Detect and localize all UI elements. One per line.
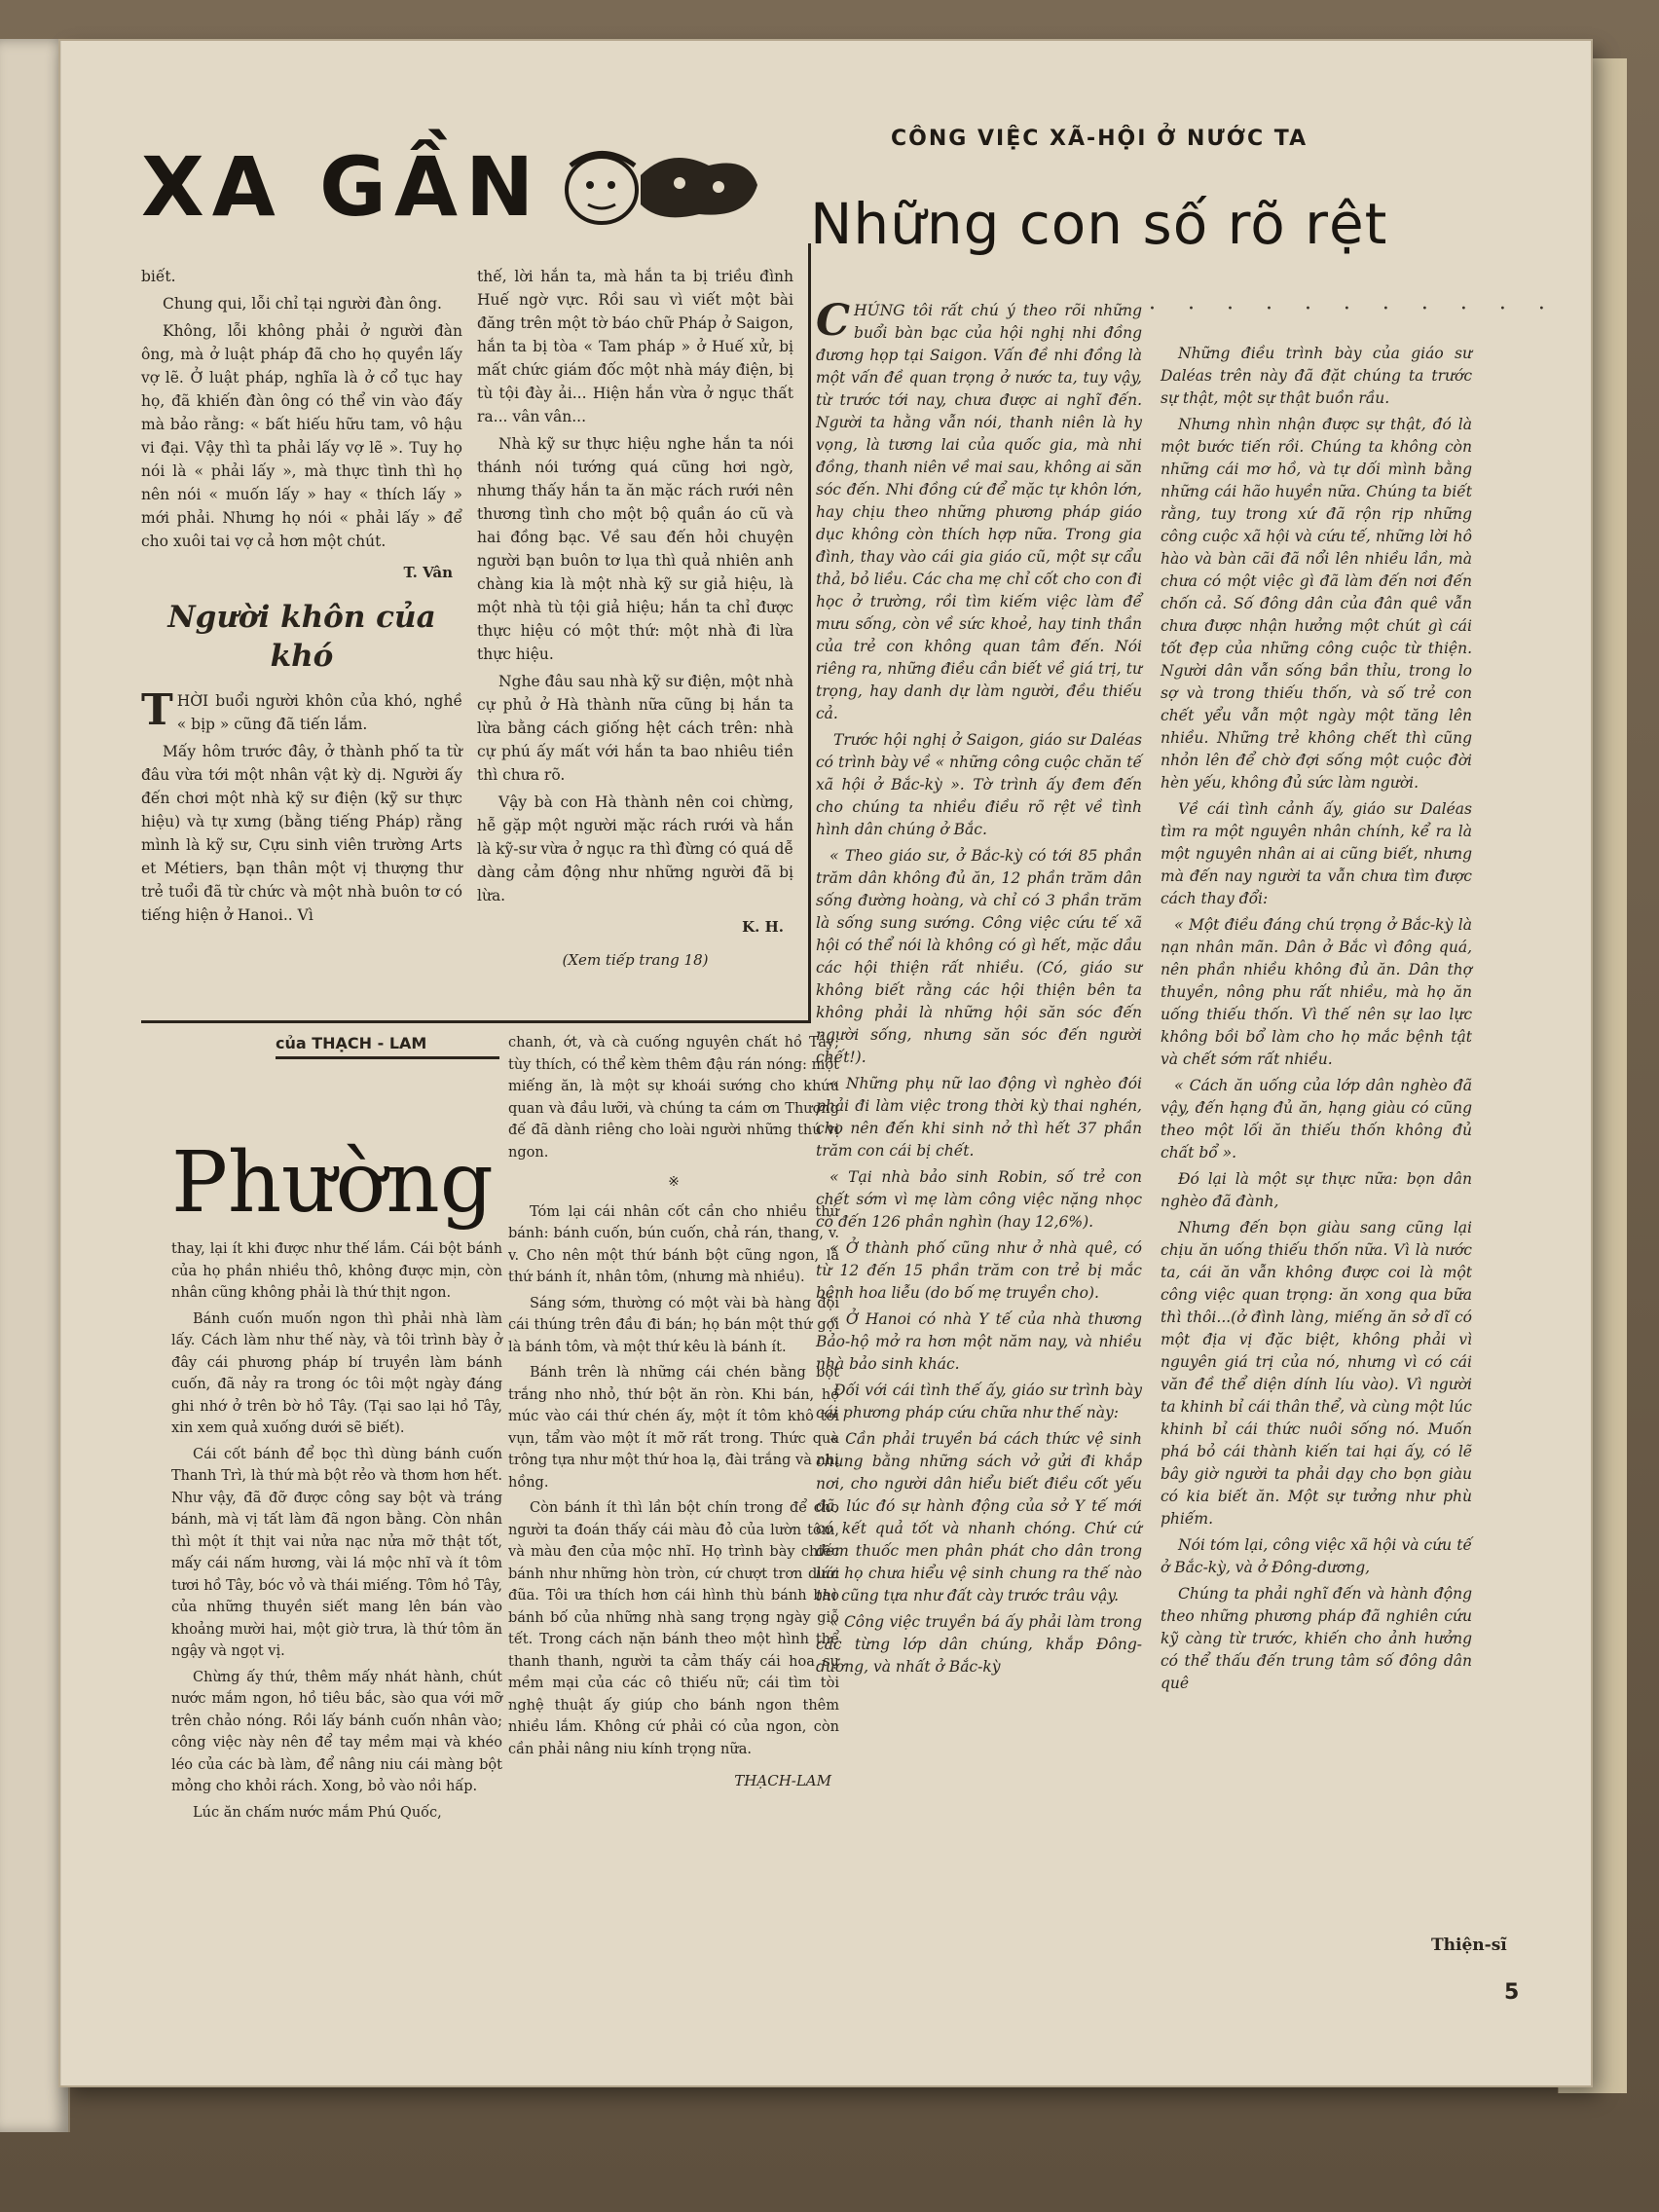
paragraph: Chúng ta phải nghĩ đến và hành động theo những phương pháp đã nghiên cứu kỹ càng từ trước, khiến cho ảnh hưởng có thể thấu đến trung tâm số đông dân quê — [1161, 1585, 1472, 1692]
paragraph: Mấy hôm trước đây, ở thành phố ta từ đâu vừa tới một nhân vật kỳ dị. Người ấy đến chơi một nhà kỹ sư điện (kỹ sư thực hiệu) và tự xưng (bằng tiếng Pháp) rằng mình là kỹ sư, Cựu sinh viên trường Arts et Métiers, bạn thân một vị thượng thư trẻ tuổi đã từ chức và một nhà buôn tơ có tiếng hiện ở Hanoi.. Vì — [141, 743, 462, 924]
paragraph: Không, lỗi không phải ở người đàn ông, mà ở luật pháp đã cho họ quyền lấy vợ lẽ. Ở luật pháp, nghĩa là ở cổ tục hay họ, đã khiến đàn ông có thể vin vào đấy mà bảo rằng: « bất hiếu hữu tam, vô hậu vi đại. Vậy thì ta phải lấy vợ lẽ ». Tuy họ nói là « phải lấy », mà thực tình thì họ nên nói « muốn lấy » hay « thích lấy » mới phải. Nhưng họ nói « phải lấy » để cho xuôi tai vợ cả hơn một chút. — [141, 322, 462, 550]
paragraph: chanh, ớt, và cà cuống nguyên chất hồ Tây; tùy thích, có thể kèm thêm đậu rán nóng: một miếng ăn, là một sự khoái sướng cho khứu quan và đầu lưỡi, và chúng ta cám ơn Thượng đế đã dành riêng cho loài người những thú vị ngon. — [508, 1035, 839, 1161]
paragraph: biết. — [141, 268, 176, 285]
paragraph: Lúc ăn chấm nước mắm Phú Quốc, — [193, 1804, 442, 1821]
signature: K. H. — [742, 918, 784, 936]
paragraph: Về cái tình cảnh ấy, giáo sư Daléas tìm ra một nguyên nhân chính, kể ra là một nguyên nhân ai ai cũng biết, nhưng mà đến nay người ta vẫn chưa tìm được cách thay đổi: — [1161, 800, 1472, 907]
paragraph: thế, lời hắn ta, mà hắn ta bị triều đình Huế ngờ vực. Rồi sau vì viết một bài đăng trên một tờ báo chữ Pháp ở Saigon, hắn ta bị tòa « Tam pháp » ở Huế xử, bị mất chức giám đốc một nhà máy điện, bị tù tội đày ải... Hiện hắn vừa ở ngục thất ra... vân vân... — [477, 268, 793, 425]
paragraph: Nói tóm lại, công việc xã hội và cứu tế ở Bắc-kỳ, và ở Đông-dương, — [1161, 1536, 1472, 1576]
paragraph: Những điều trình bày của giáo sư Daléas trên này đã đặt chúng ta trước sự thật, một sự thật buồn rầu. — [1161, 345, 1472, 407]
xa-gan-column-1 — [141, 265, 462, 931]
paragraph-dropcap: CHÚNG tôi rất chú ý theo rõi những buổi bàn bạc của hội nghị nhi đồng đương họp tại Saigon. Vấn đề nhi đồng là một vấn đề quan trọng ở nước ta, tuy vậy, từ trước tới nay, chưa được ai nghĩ đến. Người ta hằng vẫn nói, thanh niên là hy vọng, là tương lai của quốc gia, mà nhi đồng, thanh niên về mai sau, không ai săn sóc đến. Nhi đồng cứ để mặc tự khôn lớn, hay chịu theo những phương pháp giáo dục không còn thích hợp nữa. Trong gia đình, thay vào cái gia giáo cũ, một sự cẩu thả, bỏ liều. Các cha mẹ chỉ cốt cho con đi học ở trường, rồi tìm kiếm việc làm để mưu sống, còn về sức khoẻ, hay tinh thần của trẻ con không quan tâm đến. Nói riêng ra, những điều cần biết về giá trị, tư trọng, hay danh dự làm người, đều thiếu cả. — [816, 296, 1142, 722]
paragraph: Đó lại là một sự thực nữa: bọn dân nghèo đã đành, — [1161, 1170, 1472, 1210]
article-column-2 — [1161, 343, 1472, 1699]
quote-paragraph: « Ở Hanoi có nhà Y tế của nhà thương Bảo-hộ mở ra hơn một năm nay, và nhiều nhà bảo sinh khác. — [816, 1310, 1142, 1373]
phuong-column-1 — [171, 1238, 502, 1827]
quote-paragraph: « Công việc truyền bá ấy phải làm trong các từng lớp dân chúng, khắp Đông-dương, và nhất ở Bắc-kỳ — [816, 1613, 1142, 1676]
section-kicker: CÔNG VIỆC XÃ-HỘI Ở NƯỚC TA — [891, 127, 1309, 151]
drop-cap: T — [141, 685, 173, 735]
quote-paragraph: « Một điều đáng chú trọng ở Bắc-kỳ là nạn nhân mãn. Dân ở Bắc vì đông quá, nên phần nhiều không đủ ăn. Dân thợ thuyền, nông phu rất nhiều, mà họ ăn uống thiếu thốn. Vì thế nên sự lao lực không bồi bổ làm cho họ mắc bệnh tật và chết sớm rất nhiều. — [1161, 916, 1472, 1068]
article-title: Những con số rõ rệt — [810, 191, 1388, 257]
paragraph: Chung qui, lỗi chỉ tại người đàn ông. — [163, 295, 442, 313]
paragraph: Vậy bà con Hà thành nên coi chừng, hễ gặp một người mặc rách rưới và hắn là kỹ-sư vừa ở ngục ra thì đừng có quá dễ dàng cảm động như những người đã bị lừa. — [477, 793, 793, 904]
phuong-column-2 — [508, 1032, 839, 1792]
paragraph: Bánh cuốn muốn ngon thì phải nhà làm lấy. Cách làm như thế này, và tôi trình bày ở đây cái phương pháp bí truyền làm bánh cuốn, đã nảy ra trong óc tôi một ngày đáng ghi nhớ ở trên bờ hồ Tây. (Tại sao lại hồ Tây, xin xem quả xuống dưới sẽ biết). — [171, 1310, 502, 1436]
byline: của THẠCH - LAM — [276, 1034, 499, 1059]
paragraph-dropcap: THỜI buổi người khôn của khó, nghề « bịp » cũng đã tiến lắm. — [141, 685, 462, 735]
signature: THẠCH-LAM — [734, 1772, 831, 1789]
paragraph: Đối với cái tình thế ấy, giáo sư trình bày cái phương pháp cứu chữa như thế này: — [816, 1382, 1142, 1421]
paragraph: Nhưng đến bọn giàu sang cũng lại chịu ăn uống thiếu thốn nữa. Vì là nước ta, cái ăn vẫn không được coi là một công việc quan trọng: ăn xong qua bữa thì thôi...(ở đình làng, miếng ăn sở dĩ có một địa vị đặc biệt, không phải vì nguyên giá trị của nó, nhưng vì có cái văn đề thể diện dính líu vào). Vì người ta khinh bỉ cái thân thể, và cùng một lúc khinh bỉ cái thức nuôi sống nó. Muốn phá bỏ cái thành kiến tai hại ấy, có lẽ bây giờ người ta phải dạy cho bọn giàu có kia biết ăn. Một sự tưởng như phù phiếm. — [1161, 1219, 1472, 1528]
cartoon-illustration — [553, 136, 767, 234]
article-title: Phường — [171, 1134, 494, 1232]
section-separator: ※ — [668, 1174, 680, 1190]
paragraph: Bánh trên là những cái chén bằng bột trắng nho nhỏ, thứ bột ăn ròn. Khi bán, họ múc vào cái thứ chén ấy, một ít tôm khô tơi vụn, tẩm vào một ít mỡ rất trong. Thức quà trông tựa như một thứ hoa lạ, đài trắng và nhị hồng. — [508, 1365, 839, 1491]
quote-paragraph: « Cách ăn uống của lớp dân nghèo đã vậy, đến hạng đủ ăn, hạng giàu có cũng theo một lối ăn thiếu thốn không đủ chất bổ ». — [1161, 1077, 1472, 1161]
paragraph: Nhưng nhìn nhận được sự thật, đó là một bước tiến rồi. Chúng ta không còn những cái mơ hồ, và tự dối mình bằng những cái hão huyền nữa. Chúng ta biết rằng, tuy trong xứ đã rộn rịp những công cuộc xã hội và cứu tế, những lời hô hào và bàn cãi đã nổi lên nhiều lần, mà chưa có một việc gì đã làm đến nơi đến chốn cả. Số đông dân của đân quê vẫn chưa được nhận hưởng một chút gì cái tốt đẹp của những công cuộc từ thiện. Người dân vẫn sống bần thỉu, trong lo sợ và trong thiếu thốn, và số trẻ con chết yểu vẫn một ngày một tăng lên nhiều. Những trẻ không chết thì cũng nhỏn lên để chờ đợi sống một cuộc đời hèn yếu, không đủ sức làm người. — [1161, 416, 1472, 792]
paragraph: Nghe đâu sau nhà kỹ sư điện, một nhà cự phủ ở Hà thành nữa cũng bị hắn ta lừa bằng cách giống hệt cách trên: nhà cự phú ấy mất với hắn ta bao nhiêu tiền thì chưa rõ. — [477, 673, 793, 784]
signature: T. Vân — [403, 564, 453, 581]
paragraph: Còn bánh ít thì lần bột chín trong để cho người ta đoán thấy cái màu đỏ của lườn tôm, và màu đen của mộc nhĩ. Họ trình bày chiếc bánh như những hòn tròn, cứ chượt trơn dưới đũa. Tôi ưa thích hơn cái hình thù bánh bao bánh bố của những nhà sang trọng ngày giỗ tết. Trong cách nặn bánh theo một hình thể thanh thanh, người ta cảm thấy cái hoa sự mềm mại của các cô thiếu nữ; cái tìm tòi nghệ thuật ấy giúp cho bánh ngon thêm nhiều lắm. Không cứ phải có của ngon, còn cần phải nâng niu kính trọng nữa. — [508, 1500, 839, 1757]
paragraph: thay, lại ít khi được như thế lắm. Cái bột bánh của họ phần nhiều thô, không được mịn, còn nhân cũng không phải là thứ thịt ngon. — [171, 1241, 502, 1301]
paragraph: Chừng ấy thứ, thêm mấy nhát hành, chút nước mắm ngon, hồ tiêu bắc, sào qua với mỡ trên chảo nóng. Rồi lấy bánh cuốn nhân vào; công việc này nên để tay mềm mại và khéo léo của các bà làm, để nâng niu cái màng bột mỏng cho khỏi rách. Xong, bỏ vào nồi hấp. — [171, 1669, 502, 1794]
paragraph: Nhà kỹ sư thực hiệu nghe hắn ta nói thánh nói tướng quá cũng hơi ngờ, nhưng thấy hắn ta ăn mặc rách rưới nên thương tình cho một bộ quần áo cũ và hai đồng bạc. Về sau đến hỏi chuyện người bạn buôn tơ lụa thì quả nhiên anh chàng kia là một nhà kỹ sư giả hiệu, là một nhà tù tội giả hiệu; hắn ta chỉ được thực hiệu có một thứ: một nhà đi lừa thực hiệu. — [477, 435, 793, 663]
paragraph: Trước hội nghị ở Saigon, giáo sư Daléas có trình bày về « những công cuộc chăn tế xã hội ở Bắc-kỳ ». Tờ trình ấy đem đến cho chúng ta nhiều điều rõ rệt về tình hình dân chúng ở Bắc. — [816, 731, 1142, 838]
paragraph: Cái cốt bánh để bọc thì dùng bánh cuốn Thanh Trì, là thứ mà bột rẻo và thơm hơn hết. Như vậy, đã đỡ được công say bột và tráng bánh, mà vị tất làm đã ngon bằng. Còn nhân thì một ít thịt vai nửa nạc nửa mỡ thật tốt, mấy cái nấm hương, vài lá mộc nhĩ và ít tôm tươi hồ Tây, bóc vỏ và thái miếng. Tôm hồ Tây, của những thuyền siết mang lên bán vào khoảng mười hai, một giờ trưa, là thứ tôm ăn ngậy và ngọt vị. — [171, 1446, 502, 1659]
paragraph: Tóm lại cái nhân cốt cần cho nhiều thứ bánh: bánh cuốn, bún cuốn, chả rán, thang, v. v. Cho nên một thứ bánh bột cũng ngon, là thứ bánh ít, nhân tôm, (nhưng mà nhiều). — [508, 1203, 839, 1285]
article-column-1 — [816, 296, 1142, 1682]
quote-paragraph: « Tại nhà bảo sinh Robin, số trẻ con chết sớm vì mẹ làm công việc nặng nhọc có đến 126 phần nghìn (hay 12,6%). — [816, 1168, 1142, 1231]
paragraph: Sáng sớm, thường có một vài bà hàng đội cái thúng trên đầu đi bán; họ bán một thứ gọi là bánh tôm, và một thứ kêu là bánh ít. — [508, 1295, 839, 1355]
author-signature: Thiện-sĩ — [1431, 1936, 1507, 1955]
box-rule-horizontal — [141, 1020, 811, 1023]
xa-gan-column-2 — [477, 265, 793, 972]
quote-paragraph: « Cần phải truyền bá cách thức vệ sinh chung bằng những sách vở gửi đi khắp nơi, cho người dân hiểu biết điều cốt yếu đã, lúc đó sự hành động của sở Y tế mới có kết quả tốt và nhanh chóng. Chứ cứ đem thuốc men phân phát cho dân trong lúc họ chưa hiểu vệ sinh chung ra thế nào thì cũng tựa như đất cày trước trâu vậy. — [816, 1430, 1142, 1604]
quote-paragraph: « Ở thành phố cũng như ở nhà quê, có từ 12 đến 15 phần trăm con trẻ bị mắc bệnh hoa liễu (do bố mẹ truyền cho). — [816, 1239, 1142, 1302]
box-rule-vertical — [808, 243, 811, 1022]
subheading: Người khôn của khó — [167, 600, 436, 674]
quote-paragraph: « Theo giáo sư, ở Bắc-kỳ có tới 85 phần trăm dân không đủ ăn, 12 phần trăm dân sống đường hoàng, và chỉ có 3 phần trăm là sống sung sướng. Công việc cứu tế xã hội có thể nói là không có gì hết, mặc dầu các hội thiện rất nhiều. (Có, giáo sư không biết rằng các hội thiện bên ta không phải là những hội săn sóc đến người sống, nhưng săn sóc đến người chết!). — [816, 847, 1142, 1066]
drop-cap: C — [816, 296, 851, 346]
continued-note: (Xem tiếp trang 18) — [562, 951, 709, 969]
page-number: 5 — [1504, 1980, 1520, 2005]
dot-leader: · · · · · · · · · · · — [1149, 297, 1558, 321]
xa-gan-title: XA GẦN — [141, 139, 542, 235]
quote-paragraph: « Những phụ nữ lao động vì nghèo đói phải đi làm việc trong thời kỳ thai nghén, cho nên đến khi sinh nở thì hết 37 phần trăm con cái bị chết. — [816, 1075, 1142, 1160]
